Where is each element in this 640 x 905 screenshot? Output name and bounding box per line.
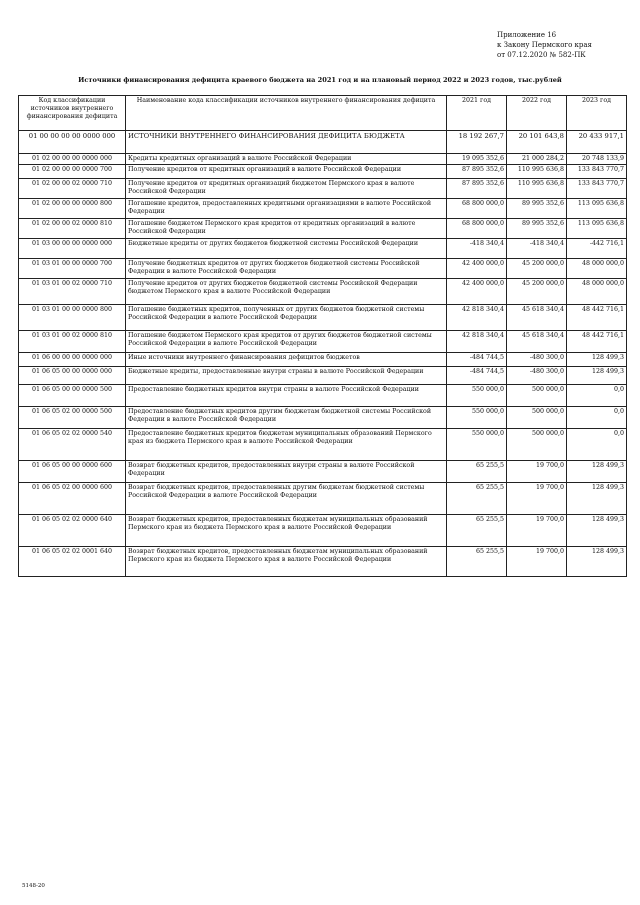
cell-code: 01 06 00 00 00 0000 000: [19, 353, 126, 367]
cell-2021: 65 255,5: [447, 547, 507, 577]
cell-code: 01 06 05 00 00 0000 000: [19, 367, 126, 385]
table-row: [19, 331, 627, 353]
cell-name: Бюджетные кредиты от других бюджетов бюджетной системы Российской Федерации: [126, 239, 447, 259]
cell-2021: 68 800 000,0: [447, 219, 507, 239]
cell-2023: 133 843 770,7: [567, 179, 627, 199]
cell-2023: 0,0: [567, 407, 627, 429]
cell-2022: -480 300,0: [507, 353, 567, 367]
cell-2022: 110 995 636,8: [507, 179, 567, 199]
cell-2023: 20 433 917,1: [567, 131, 627, 154]
cell-code: 01 03 01 00 00 0000 800: [19, 305, 126, 331]
table-row: [19, 483, 627, 515]
cell-2022: 500 000,0: [507, 407, 567, 429]
financing-table: [18, 95, 627, 577]
cell-name: Погашение бюджетом Пермского края кредитов от кредитных организаций в валюте Российской Федерации: [126, 219, 447, 239]
appendix-block: [497, 30, 592, 60]
cell-2022: 500 000,0: [507, 385, 567, 407]
cell-code: 01 00 00 00 00 0000 000: [19, 131, 126, 154]
cell-2021: 68 800 000,0: [447, 199, 507, 219]
appendix-line-2: к Закону Пермского края: [497, 41, 592, 49]
cell-name: Иные источники внутреннего финансирования дефицитов бюджетов: [126, 353, 447, 367]
cell-2021: 550 000,0: [447, 385, 507, 407]
table-row: [19, 199, 627, 219]
cell-2023: -442 716,1: [567, 239, 627, 259]
cell-2021: 65 255,5: [447, 515, 507, 547]
cell-name: Погашение бюджетных кредитов, полученных от других бюджетов бюджетной системы Российской Федерации в валюте Российской Федерации: [126, 305, 447, 331]
cell-2022: 19 700,0: [507, 515, 567, 547]
table-row: [19, 407, 627, 429]
table-row: [19, 515, 627, 547]
table-row: [19, 367, 627, 385]
cell-2023: 113 095 636,8: [567, 219, 627, 239]
cell-2023: 128 499,3: [567, 483, 627, 515]
header-2022: 2022 год: [507, 96, 567, 131]
header-2021: 2021 год: [447, 96, 507, 131]
cell-name: Бюджетные кредиты, предоставленные внутри страны в валюте Российской Федерации: [126, 367, 447, 385]
cell-name: Погашение бюджетом Пермского края кредитов от других бюджетов бюджетной системы Российской Федерации в валюте Российской Федерации: [126, 331, 447, 353]
cell-2023: 113 095 636,8: [567, 199, 627, 219]
cell-2021: 42 400 000,0: [447, 279, 507, 305]
table-row: [19, 429, 627, 461]
footer-code: 5148-20: [22, 883, 45, 889]
cell-2023: 48 000 000,0: [567, 279, 627, 305]
cell-2023: 133 843 770,7: [567, 165, 627, 179]
cell-2022: 20 101 643,8: [507, 131, 567, 154]
cell-2023: 20 748 133,9: [567, 154, 627, 165]
cell-2022: 45 200 000,0: [507, 279, 567, 305]
cell-2023: 48 442 716,1: [567, 331, 627, 353]
cell-2022: 19 700,0: [507, 461, 567, 483]
cell-name: Получение кредитов от других бюджетов бюджетной системы Российской Федерации бюджетом Пермского края в валюте Российской Федерации: [126, 279, 447, 305]
cell-2022: 19 700,0: [507, 483, 567, 515]
cell-2021: 42 818 340,4: [447, 305, 507, 331]
cell-2022: 89 995 352,6: [507, 219, 567, 239]
header-code: Код классификации источников внутреннего финансирования дефицита: [19, 96, 126, 131]
cell-name: Предоставление бюджетных кредитов другим бюджетам бюджетной системы Российской Федерации в валюте Российской Федерации: [126, 407, 447, 429]
cell-2023: 128 499,3: [567, 547, 627, 577]
header-name: Наименование кода классификации источников внутреннего финансирования дефицита: [126, 96, 447, 131]
cell-2023: 128 499,3: [567, 461, 627, 483]
cell-name: ИСТОЧНИКИ ВНУТРЕННЕГО ФИНАНСИРОВАНИЯ ДЕФИЦИТА БЮДЖЕТА: [126, 131, 447, 154]
cell-code: 01 03 00 00 00 0000 000: [19, 239, 126, 259]
cell-code: 01 06 05 00 00 0000 600: [19, 461, 126, 483]
table-row: [19, 131, 627, 154]
cell-2022: 21 000 284,2: [507, 154, 567, 165]
cell-name: Кредиты кредитных организаций в валюте Российской Федерации: [126, 154, 447, 165]
cell-2023: 128 499,3: [567, 367, 627, 385]
cell-code: 01 03 01 00 00 0000 700: [19, 259, 126, 279]
table-row: [19, 461, 627, 483]
cell-2021: 18 192 267,7: [447, 131, 507, 154]
cell-2021: 550 000,0: [447, 429, 507, 461]
cell-code: 01 06 05 00 00 0000 500: [19, 385, 126, 407]
cell-2021: -418 340,4: [447, 239, 507, 259]
table-row: [19, 165, 627, 179]
cell-code: 01 02 00 00 02 0000 710: [19, 179, 126, 199]
cell-code: 01 02 00 00 00 0000 700: [19, 165, 126, 179]
table-header-row: [19, 96, 627, 131]
cell-2021: 42 400 000,0: [447, 259, 507, 279]
table-row: [19, 219, 627, 239]
table-row: [19, 279, 627, 305]
cell-2023: 0,0: [567, 385, 627, 407]
cell-code: 01 06 05 02 02 0000 640: [19, 515, 126, 547]
cell-code: 01 06 05 02 00 0000 500: [19, 407, 126, 429]
cell-name: Получение кредитов от кредитных организаций в валюте Российской Федерации: [126, 165, 447, 179]
cell-2022: 45 618 340,4: [507, 331, 567, 353]
header-2023: 2023 год: [567, 96, 627, 131]
cell-2021: 550 000,0: [447, 407, 507, 429]
table-row: [19, 179, 627, 199]
cell-2023: 128 499,3: [567, 353, 627, 367]
cell-2021: -484 744,5: [447, 353, 507, 367]
cell-2023: 128 499,3: [567, 515, 627, 547]
table-row: [19, 385, 627, 407]
cell-name: Получение бюджетных кредитов от других бюджетов бюджетной системы Российской Федерации в валюте Российской Федерации: [126, 259, 447, 279]
cell-name: Возврат бюджетных кредитов, предоставленных внутри страны в валюте Российской Федерации: [126, 461, 447, 483]
cell-2023: 0,0: [567, 429, 627, 461]
cell-2021: 65 255,5: [447, 483, 507, 515]
document-title: Источники финансирования дефицита краевого бюджета на 2021 год и на плановый период 2022 и 2023 годов, тыс.рублей: [78, 76, 562, 84]
cell-name: Возврат бюджетных кредитов, предоставленных бюджетам муниципальных образований Пермского края из бюджета Пермского края в валюте Российской Федерации: [126, 547, 447, 577]
appendix-line-3: от 07.12.2020 № 582-ПК: [497, 51, 586, 59]
cell-2023: 48 442 716,1: [567, 305, 627, 331]
cell-name: Предоставление бюджетных кредитов внутри страны в валюте Российской Федерации: [126, 385, 447, 407]
cell-2022: 45 200 000,0: [507, 259, 567, 279]
cell-2021: 87 895 352,6: [447, 165, 507, 179]
appendix-line-1: Приложение 16: [497, 31, 557, 39]
cell-2022: 19 700,0: [507, 547, 567, 577]
cell-2021: 87 895 352,6: [447, 179, 507, 199]
cell-2022: -480 300,0: [507, 367, 567, 385]
cell-code: 01 03 01 00 02 0000 710: [19, 279, 126, 305]
cell-2021: 65 255,5: [447, 461, 507, 483]
cell-name: Возврат бюджетных кредитов, предоставленных другим бюджетам бюджетной системы Российской Федерации в валюте Российской Федерации: [126, 483, 447, 515]
cell-2022: -418 340,4: [507, 239, 567, 259]
cell-code: 01 02 00 00 02 0000 810: [19, 219, 126, 239]
table-row: [19, 154, 627, 165]
table-row: [19, 305, 627, 331]
cell-2022: 45 618 340,4: [507, 305, 567, 331]
table-body: [19, 131, 627, 577]
table-row: [19, 259, 627, 279]
cell-2022: 89 995 352,6: [507, 199, 567, 219]
cell-code: 01 06 05 02 00 0000 600: [19, 483, 126, 515]
cell-code: 01 02 00 00 00 0000 800: [19, 199, 126, 219]
cell-2021: 42 818 340,4: [447, 331, 507, 353]
cell-code: 01 02 00 00 00 0000 000: [19, 154, 126, 165]
cell-code: 01 06 05 02 02 0001 640: [19, 547, 126, 577]
table-row: [19, 547, 627, 577]
table-row: [19, 353, 627, 367]
cell-2022: 110 995 636,8: [507, 165, 567, 179]
cell-name: Предоставление бюджетных кредитов бюджетам муниципальных образований Пермского края из бюджета Пермского края в валюте Российской Федерации: [126, 429, 447, 461]
cell-name: Погашение кредитов, предоставленных кредитными организациями в валюте Российской Федерации: [126, 199, 447, 219]
cell-2021: -484 744,5: [447, 367, 507, 385]
cell-name: Получение кредитов от кредитных организаций бюджетом Пермского края в валюте Российской Федерации: [126, 179, 447, 199]
table-row: [19, 239, 627, 259]
cell-code: 01 06 05 02 02 0000 540: [19, 429, 126, 461]
cell-name: Возврат бюджетных кредитов, предоставленных бюджетам муниципальных образований Пермского края из бюджета Пермского края в валюте Российской Федерации: [126, 515, 447, 547]
cell-code: 01 03 01 00 02 0000 810: [19, 331, 126, 353]
cell-2022: 500 000,0: [507, 429, 567, 461]
cell-2021: 19 095 352,6: [447, 154, 507, 165]
cell-2023: 48 000 000,0: [567, 259, 627, 279]
